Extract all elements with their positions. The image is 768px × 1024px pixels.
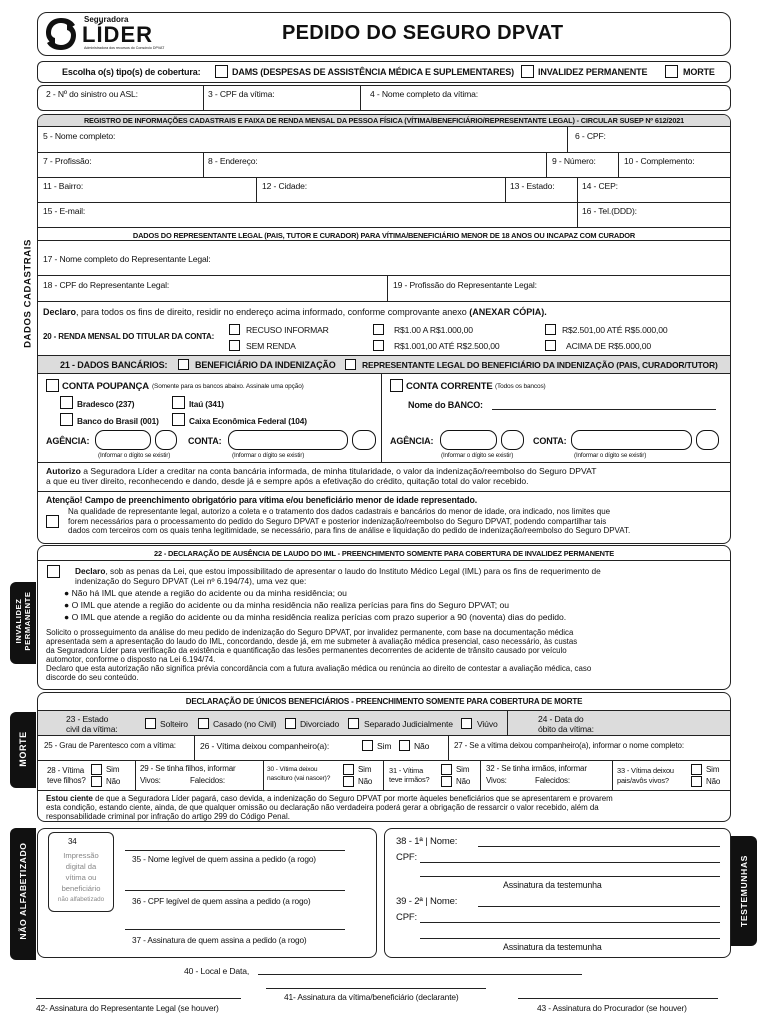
caixa-checkbox[interactable] xyxy=(172,413,185,426)
bank-rep-label: REPRESENTANTE LEGAL DO BENEFICIÁRIO DA INDENIZAÇÃO (PAIS, CURADOR/TUTOR) xyxy=(362,360,718,370)
bank-rep-checkbox[interactable] xyxy=(345,359,356,370)
iml-declaro: Declaro, sob as penas da Lei, que estou impossibilitado de apresentar o laudo do Instituto Médico Legal (IML) para os fins de requerimento de indenização do Seguro DPVAT (Lei nº 6.194/74), uma vez que: xyxy=(75,566,601,586)
numero-field[interactable]: 9 - Número: xyxy=(552,156,596,166)
page-title: PEDIDO DO SEGURO DPVAT xyxy=(282,22,564,44)
cep-field[interactable]: 14 - CEP: xyxy=(582,181,618,191)
conta-digit-left[interactable] xyxy=(352,430,376,450)
bairro-field[interactable]: 11 - Bairro: xyxy=(43,181,84,191)
renda-ate1000-checkbox[interactable] xyxy=(373,324,384,335)
agencia-label-right: AGÊNCIA: xyxy=(390,436,434,446)
filhos-info-label: 29 - Se tinha filhos, informar xyxy=(140,764,236,773)
caixa-label: Caixa Econômica Federal (104) xyxy=(189,416,307,426)
rogo-nome-line[interactable] xyxy=(125,850,345,851)
cadastro-section-title: REGISTRO DE INFORMAÇÕES CADASTRAIS E FAIXA DE RENDA MENSAL DA PESSOA FÍSICA (VÍTIMA/BENEFICIÁRIO/REPRESENTANTE LEGAL) - CIRCULAR SUSEP Nº 612/2021 xyxy=(83,116,685,125)
iml-bullet-2: ● O IML que atende a região do acidente ou da minha residência não realiza perícias para fins do Seguro DPVAT; ou xyxy=(64,600,510,610)
estado-civil-label: 23 - Estado xyxy=(66,714,109,724)
filhos-sim-label: Sim xyxy=(106,765,120,774)
coverage-dams-label: DAMS (DESPESAS DE ASSISTÊNCIA MÉDICA E SUPLEMENTARES) xyxy=(232,67,514,77)
pais-nao-label: Não xyxy=(706,777,721,786)
dados-cadastrais-label: DADOS CADASTRAIS xyxy=(22,239,34,348)
viuvo-label: Viúvo xyxy=(477,719,498,729)
viuvo-checkbox[interactable] xyxy=(461,718,472,729)
irmaos-info-label: 32 - Se tinha irmãos, informar xyxy=(486,764,587,773)
testemunha2-assinatura-label: Assinatura da testemunha xyxy=(503,942,602,952)
nascituro-nao-label: Não xyxy=(358,777,373,786)
agencia-input-right[interactable] xyxy=(440,430,497,450)
renda-acima5000-label: ACIMA DE R$5.000,00 xyxy=(566,341,652,351)
irmaos-label: 31 - Vítima xyxy=(389,766,424,775)
companheiro-sim-label: Sim xyxy=(377,741,392,751)
agencia-digit-right[interactable] xyxy=(501,430,524,450)
nascituro-sim-label: Sim xyxy=(358,765,372,774)
testemunha2-nome-line[interactable] xyxy=(478,906,720,907)
renda-ate5000-label: R$2.501,00 ATÉ R$5.000,00 xyxy=(562,325,668,335)
nascituro-nao-checkbox[interactable] xyxy=(343,776,354,787)
rogo-cpf-line[interactable] xyxy=(125,890,345,891)
filhos-label: 28 - Vítima xyxy=(47,766,85,775)
renda-ate2500-checkbox[interactable] xyxy=(373,340,384,351)
agencia-digit-left[interactable] xyxy=(155,430,177,450)
atencao-checkbox[interactable] xyxy=(46,515,59,528)
invalidez-side-label: INVALIDEZ PERMANENTE xyxy=(10,582,36,664)
coverage-invalidez-checkbox[interactable] xyxy=(521,65,534,78)
companheiro-nao-checkbox[interactable] xyxy=(399,740,410,751)
casado-checkbox[interactable] xyxy=(198,718,209,729)
irmaos-sim-label: Sim xyxy=(456,765,470,774)
parentesco-field[interactable]: 25 - Grau de Parentesco com a vítima: xyxy=(44,741,176,750)
bank-benef-checkbox[interactable] xyxy=(178,359,189,370)
testemunha2-cpf-line[interactable] xyxy=(420,922,720,923)
pais-label: 33 - Vítima deixou xyxy=(617,766,674,775)
pais-sim-label: Sim xyxy=(706,765,720,774)
conta-digit-right[interactable] xyxy=(696,430,719,450)
brand-tagline: Administradora dos recursos do Consórcio DPVAT xyxy=(84,46,165,50)
poupanca-checkbox[interactable] xyxy=(46,379,59,392)
cpf-vitima-field[interactable]: 3 - CPF da vítima: xyxy=(208,89,275,99)
companheiro-nome-field[interactable]: 27 - Se a vítima deixou companheiro(a), informar o nome completo: xyxy=(454,741,684,750)
renda-recuso-label: RECUSO INFORMAR xyxy=(246,325,329,335)
filhos-sim-checkbox[interactable] xyxy=(91,764,102,775)
divorciado-checkbox[interactable] xyxy=(285,718,296,729)
brand-name: LÍDER xyxy=(82,22,153,47)
cidade-field[interactable]: 12 - Cidade: xyxy=(262,181,308,191)
lider-logo xyxy=(44,14,174,54)
solteiro-label: Solteiro xyxy=(160,719,188,729)
atencao-title: Atenção! Campo de preenchimento obrigatório para vítima e/ou beneficiário menor de idade representado. xyxy=(46,495,477,505)
conta-note-left: (Informar o dígito se existir) xyxy=(232,452,305,459)
corrente-label: CONTA CORRENTE xyxy=(406,381,493,392)
poupanca-note: (Somente para os bancos abaixo. Assinale uma opção) xyxy=(152,383,304,390)
rogo-nome-label: 35 - Nome legível de quem assina a pedido (a rogo) xyxy=(132,854,316,864)
rogo-assinatura-label: 37 - Assinatura de quem assina a pedido (a rogo) xyxy=(132,935,307,945)
coverage-invalidez-label: INVALIDEZ PERMANENTE xyxy=(538,67,648,77)
declaro-residencia: Declaro, para todos os fins de direito, residir no endereço acima informado, conforme comprovante anexo (ANEXAR CÓPIA). xyxy=(43,307,547,317)
bank-benef-label: BENEFICIÁRIO DA INDENIZAÇÃO xyxy=(195,360,336,370)
procurador-line[interactable] xyxy=(518,998,718,999)
renda-ate1000-label: R$1.00 A R$1.000,00 xyxy=(394,325,473,335)
declarante-line[interactable] xyxy=(266,988,486,989)
separado-checkbox[interactable] xyxy=(348,718,359,729)
nome-vitima-field[interactable]: 4 - Nome completo da vítima: xyxy=(370,89,479,99)
testemunha2-nome-label: 39 - 2ª | Nome: xyxy=(396,896,458,907)
irmaos-nao-checkbox[interactable] xyxy=(441,776,452,787)
testemunha1-assinatura-label: Assinatura da testemunha xyxy=(503,880,602,890)
ciente-text: Estou ciente de que a Seguradora Líder pagará, caso devida, a indenização do Seguro DPVAT por morte àqueles beneficiários que se apresentarem e provarem esta condição, estando ciente, ainda, de que qualquer omissão ou declaração não verdadeira poderá gerar a obrigação de ressarcir o valor recebido, além da responsabilidade criminal por infração do artigo 299 do Código Penal. xyxy=(46,794,613,821)
data-obito-label-2: óbito da vítima: xyxy=(538,724,594,734)
local-data-line[interactable] xyxy=(258,974,582,975)
solteiro-checkbox[interactable] xyxy=(145,718,156,729)
conta-label-right: CONTA: xyxy=(533,436,567,446)
irmaos-sim-checkbox[interactable] xyxy=(441,764,452,775)
declarante-label: 41- Assinatura da vítima/beneficiário (declarante) xyxy=(284,992,459,1002)
rogo-cpf-label: 36 - CPF legível de quem assina a pedido (a rogo) xyxy=(132,896,311,906)
irmaos-nao-label: Não xyxy=(456,777,471,786)
filhos-label-2: teve filhos? xyxy=(47,776,86,785)
procurador-label: 43 - Assinatura do Procurador (se houver) xyxy=(537,1003,687,1013)
nao-alfabetizado-side-label: NÃO ALFABETIZADO xyxy=(10,828,36,960)
renda-ate2500-label: R$1.001,00 ATÉ R$2.500,00 xyxy=(394,341,500,351)
nascituro-label: 30 - Vítima deixou xyxy=(267,766,318,773)
iml-bullet-1: ● Não há IML que atende a região do acidente ou da minha residência; ou xyxy=(64,588,347,598)
corrente-note: (Todos os bancos) xyxy=(495,383,546,390)
conta-note-right: (Informar o dígito se existir) xyxy=(574,452,647,459)
iml-solicito: Solicito o prosseguimento da análise do meu pedido de indenização do Seguro DPVAT, por invalidez permanente, com base na documentação médica apresentada sem a apresentação do laudo do IML, concordando, desde já, em me submeter à avaliação médica presencial, caso necessário, às custas da Seguradora Líder para verificação da existência e quantificação das lesões permanentes decorrentes de acidente de trânsito causado por veículo automotor, conforme o disposto na Lei 6.194/74. Declaro que esta autorização não significa prévia concordância com a futura avaliação médica ou renúncia ao direito de contestar a avaliação médica, caso discorde do seu conteúdo. xyxy=(46,628,592,682)
filhos-nao-label: Não xyxy=(106,777,121,786)
coverage-label: Escolha o(s) tipo(s) de cobertura: xyxy=(62,67,201,77)
rep-nome-field[interactable]: 17 - Nome completo do Representante Legal: xyxy=(43,254,211,264)
complemento-field[interactable]: 10 - Complemento: xyxy=(624,156,695,166)
renda-acima5000-checkbox[interactable] xyxy=(545,340,556,351)
bradesco-checkbox[interactable] xyxy=(60,396,73,409)
nome-banco-label: Nome do BANCO: xyxy=(408,400,483,410)
representante-line[interactable] xyxy=(36,998,241,999)
email-field[interactable]: 15 - E-mail: xyxy=(43,206,86,216)
lider-logo-icon xyxy=(44,16,78,52)
rogo-assinatura-line[interactable] xyxy=(125,929,345,930)
testemunha1-cpf-label: CPF: xyxy=(396,852,418,863)
pais-sim-checkbox[interactable] xyxy=(691,764,702,775)
agencia-input-left[interactable] xyxy=(95,430,151,450)
coverage-morte-label: MORTE xyxy=(683,67,715,77)
bradesco-label: Bradesco (237) xyxy=(77,399,135,409)
nome-banco-line[interactable] xyxy=(492,409,716,410)
testemunha1-assinatura-line[interactable] xyxy=(420,876,720,877)
endereco-field[interactable]: 8 - Endereço: xyxy=(208,156,258,166)
representante-section-title: DADOS DO REPRESENTANTE LEGAL (PAIS, TUTOR E CURADOR) PARA VÍTIMA/BENEFICIÁRIO MENOR DE 18 ANOS OU INCAPAZ COM CURADOR xyxy=(132,231,636,240)
companheiro-label: 26 - Vítima deixou companheiro(a): xyxy=(200,741,330,751)
conta-input-left[interactable] xyxy=(228,430,348,450)
autorizo-text: Autorizo a Seguradora Líder a creditar na conta bancária informada, de minha titularidade, o valor da indenização/reembolso do Seguro DPVAT a que eu tiver direito, reconhecendo e dando, desde já e sempre após a efetivação do crédito, quitação total do valor recebido. xyxy=(46,466,597,486)
irmaos-label-2: teve irmãos? xyxy=(389,775,430,784)
morte-title: DECLARAÇÃO DE ÚNICOS BENEFICIÁRIOS - PREENCHIMENTO SOMENTE PARA COBERTURA DE MORTE xyxy=(185,697,583,706)
bank-label: 21 - DADOS BANCÁRIOS: xyxy=(60,360,168,370)
companheiro-sim-checkbox[interactable] xyxy=(362,740,373,751)
fingerprint-caption: Impressão digital da vítima ou beneficiário não alfabetizado xyxy=(57,851,105,903)
companheiro-nao-label: Não xyxy=(414,741,430,751)
conta-input-right[interactable] xyxy=(571,430,692,450)
iml-bullet-3: ● O IML que atende a região do acidente ou da minha residência realiza perícias com prazo superior a 90 (noventa) dias do pedido. xyxy=(64,612,567,622)
testemunha1-cpf-line[interactable] xyxy=(420,862,720,863)
nascituro-sim-checkbox[interactable] xyxy=(343,764,354,775)
agencia-note-left: (Informar o dígito se existir) xyxy=(98,452,171,459)
data-obito-label: 24 - Data do xyxy=(538,714,584,724)
nome-completo-field[interactable]: 5 - Nome completo: xyxy=(43,131,116,141)
rep-cpf-field[interactable]: 18 - CPF do Representante Legal: xyxy=(43,280,170,290)
bb-checkbox[interactable] xyxy=(60,413,73,426)
estado-civil-label-2: civil da vítima: xyxy=(66,724,118,734)
coverage-morte-checkbox[interactable] xyxy=(665,65,678,78)
filhos-falecidos-field[interactable]: Falecidos: xyxy=(190,776,225,785)
renda-recuso-checkbox[interactable] xyxy=(229,324,240,335)
testemunhas-side-label: TESTEMUNHAS xyxy=(731,836,757,946)
poupanca-label: CONTA POUPANÇA xyxy=(62,381,149,392)
divorciado-label: Divorciado xyxy=(300,719,340,729)
iml-checkbox[interactable] xyxy=(47,565,60,578)
itau-label: Itaú (341) xyxy=(189,399,224,409)
corrente-checkbox[interactable] xyxy=(390,379,403,392)
bb-label: Banco do Brasil (001) xyxy=(77,416,159,426)
morte-side-label: MORTE xyxy=(10,712,36,788)
coverage-dams-checkbox[interactable] xyxy=(215,65,228,78)
representante-label: 42- Assinatura do Representante Legal (se houver) xyxy=(36,1003,219,1013)
separado-label: Separado Judicialmente xyxy=(364,719,453,729)
brand-small: Seguradora xyxy=(84,15,129,24)
agencia-note-right: (Informar o dígito se existir) xyxy=(441,452,514,459)
estado-field[interactable]: 13 - Estado: xyxy=(510,181,555,191)
filhos-nao-checkbox[interactable] xyxy=(91,776,102,787)
testemunha1-nome-label: 38 - 1ª | Nome: xyxy=(396,836,458,847)
iml-title: 22 - DECLARAÇÃO DE AUSÊNCIA DE LAUDO DO IML - PREENCHIMENTO SOMENTE PARA COBERTURA DE INVALIDEZ PERMANENTE xyxy=(154,549,614,558)
renda-sem-label: SEM RENDA xyxy=(246,341,296,351)
pais-nao-checkbox[interactable] xyxy=(691,776,702,787)
fingerprint-number: 34 xyxy=(68,837,77,846)
filhos-vivos-field[interactable]: Vivos: xyxy=(140,776,161,785)
telefone-field[interactable]: 16 - Tel.(DDD): xyxy=(582,206,637,216)
nascituro-label-2: nascituro (vai nascer)? xyxy=(267,775,331,782)
cpf-field[interactable]: 6 - CPF: xyxy=(575,131,606,141)
casado-label: Casado (no Civil) xyxy=(213,719,277,729)
renda-sem-checkbox[interactable] xyxy=(229,340,240,351)
renda-label: 20 - RENDA MENSAL DO TITULAR DA CONTA: xyxy=(43,332,215,341)
sinistro-field[interactable]: 2 - Nº do sinistro ou ASL: xyxy=(46,89,138,99)
profissao-field[interactable]: 7 - Profissão: xyxy=(43,156,92,166)
pais-label-2: pais/avôs vivos? xyxy=(617,776,669,785)
testemunha2-assinatura-line[interactable] xyxy=(420,938,720,939)
atencao-text: Na qualidade de representante legal, autorizo a coleta e o tratamento dos dados cadastrais e bancários do menor de idade, ora indicado, nos limites que forem necessários para o processamento do pedido do Seguro DPVAT e posterior indenização/reembolso do Seguro DPVAT, podendo compartilhar tais dados com terceiros com os quais tenha legitimidade, se necessário, para fins de análise e liquidação do pedido de indenização/reembolso do Seguro DPVAT. xyxy=(68,507,631,535)
testemunha1-nome-line[interactable] xyxy=(478,846,720,847)
renda-ate5000-checkbox[interactable] xyxy=(545,324,556,335)
agencia-label-left: AGÊNCIA: xyxy=(46,436,90,446)
testemunha2-cpf-label: CPF: xyxy=(396,912,418,923)
rep-profissao-field[interactable]: 19 - Profissão do Representante Legal: xyxy=(393,280,537,290)
conta-label-left: CONTA: xyxy=(188,436,222,446)
local-data-label: 40 - Local e Data, xyxy=(184,966,250,976)
itau-checkbox[interactable] xyxy=(172,396,185,409)
irmaos-falecidos-field[interactable]: Falecidos: xyxy=(535,776,570,785)
irmaos-vivos-field[interactable]: Vivos: xyxy=(486,776,507,785)
